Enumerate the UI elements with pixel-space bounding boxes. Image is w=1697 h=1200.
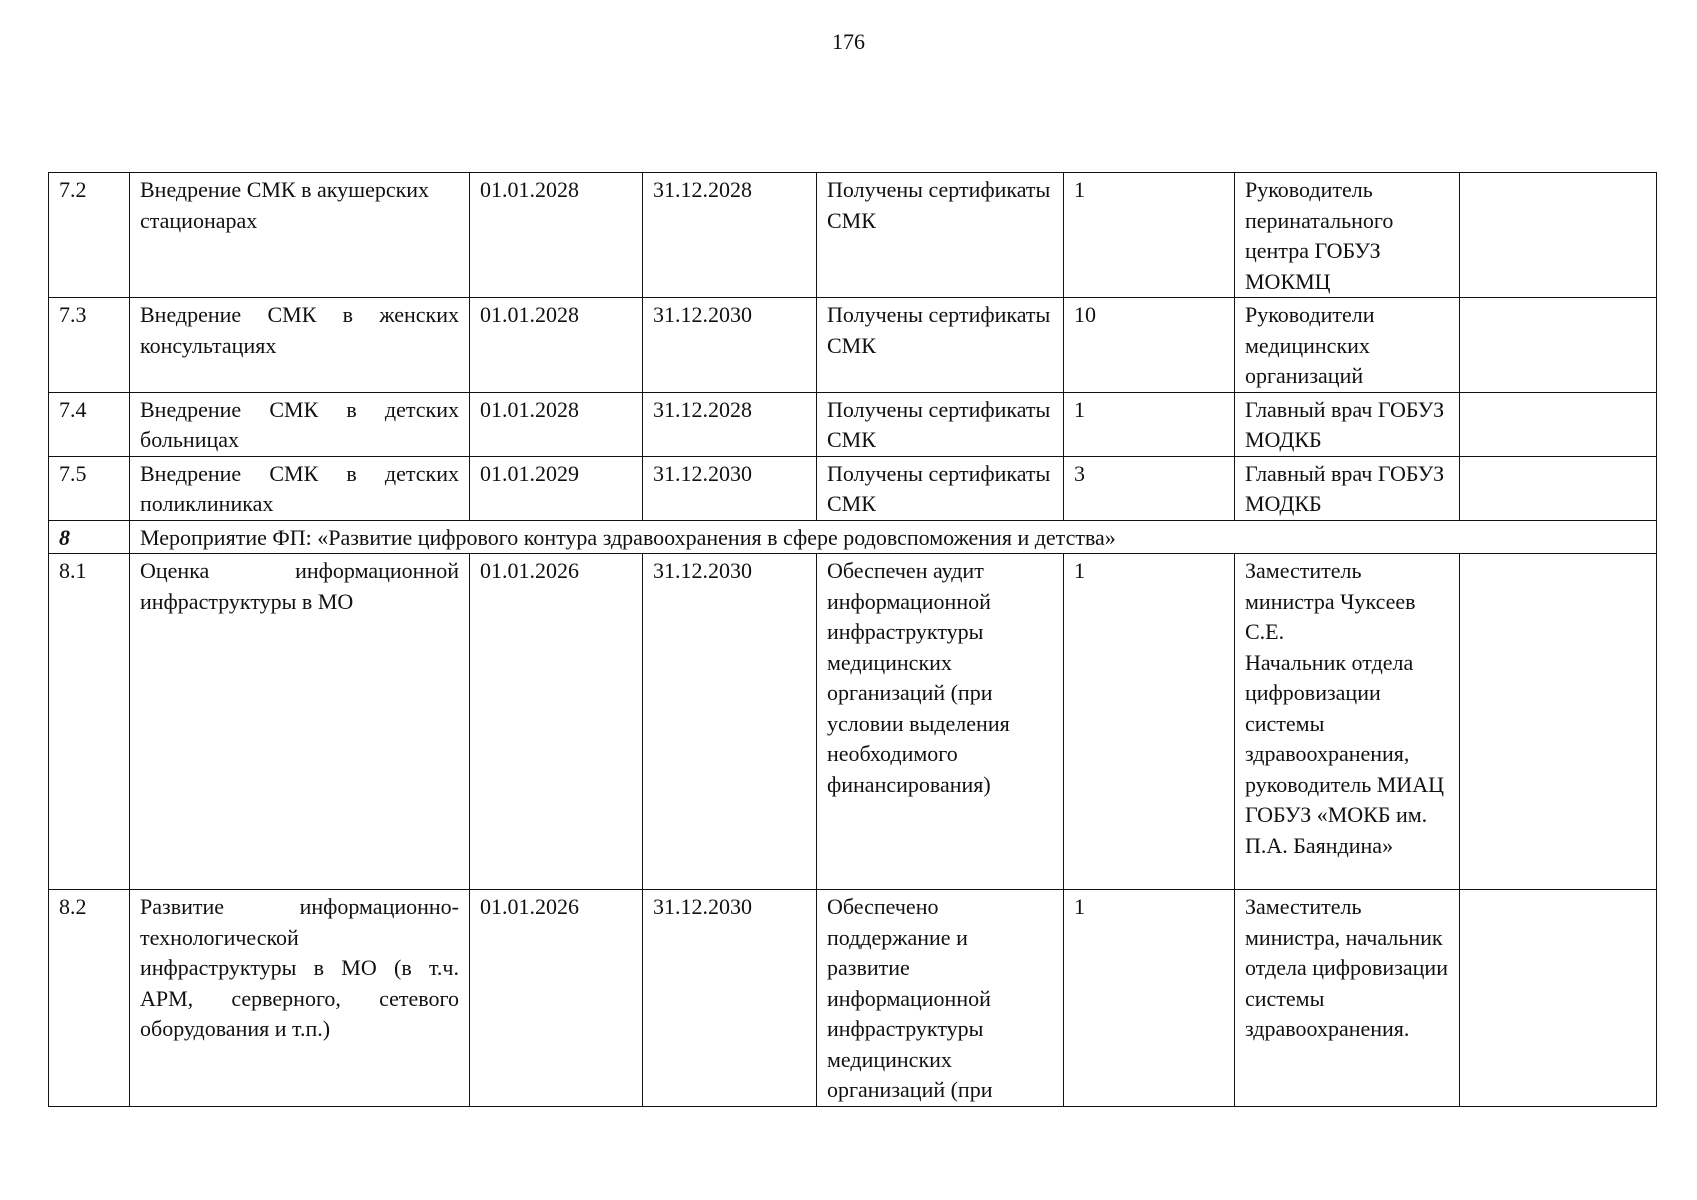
table-row <box>49 456 1657 520</box>
end-date: 31.12.2030 <box>643 890 817 1107</box>
table-row <box>49 392 1657 456</box>
indicator-value: 1 <box>1064 890 1235 1107</box>
end-date: 31.12.2028 <box>643 173 817 298</box>
end-date: 31.12.2030 <box>643 554 817 890</box>
expected-result: Обеспечено поддержание и развитие информационной инфраструктуры медицинских организаций (при <box>817 890 1064 1107</box>
start-date: 01.01.2029 <box>470 456 643 520</box>
section-title: Мероприятие ФП: «Развитие цифрового контура здравоохранения в сфере родовспоможения и детства» <box>130 520 1657 554</box>
end-date: 31.12.2030 <box>643 298 817 393</box>
expected-result: Получены сертификаты СМК <box>817 392 1064 456</box>
expected-result: Получены сертификаты СМК <box>817 173 1064 298</box>
responsible-person: Главный врач ГОБУЗ МОДКБ <box>1235 392 1460 456</box>
responsible-person <box>1235 554 1460 890</box>
table-row <box>49 298 1657 393</box>
table-row <box>49 554 1657 890</box>
activities-table <box>48 172 1657 1107</box>
row-number: 7.2 <box>49 173 130 298</box>
activity-name: Внедрение СМК в акушерских стационарах <box>130 173 470 298</box>
expected-result: Получены сертификаты СМК <box>817 456 1064 520</box>
responsible-person: Заместитель министра, начальник отдела цифровизации системы здравоохранения. <box>1235 890 1460 1107</box>
indicator-value: 1 <box>1064 173 1235 298</box>
end-date: 31.12.2028 <box>643 392 817 456</box>
section-number: 8 <box>49 520 130 554</box>
row-number: 8.1 <box>49 554 130 890</box>
start-date: 01.01.2026 <box>470 890 643 1107</box>
note-cell <box>1460 554 1657 890</box>
activity-name: Внедрение СМК в детских больницах <box>130 392 470 456</box>
row-number: 7.4 <box>49 392 130 456</box>
indicator-value: 3 <box>1064 456 1235 520</box>
start-date: 01.01.2028 <box>470 173 643 298</box>
responsible-person: Руководитель перинатального центра ГОБУЗ МОКМЦ <box>1235 173 1460 298</box>
expected-result: Получены сертификаты СМК <box>817 298 1064 393</box>
note-cell <box>1460 890 1657 1107</box>
start-date: 01.01.2026 <box>470 554 643 890</box>
row-number: 8.2 <box>49 890 130 1107</box>
page-number: 176 <box>832 29 865 54</box>
section-row <box>49 520 1657 554</box>
note-cell <box>1460 456 1657 520</box>
responsible-line: Начальник отдела цифровизации системы здравоохранения, руководитель МИАЦ ГОБУЗ «МОКБ им. П.А. Баяндина» <box>1245 649 1444 858</box>
indicator-value: 1 <box>1064 554 1235 890</box>
row-number: 7.5 <box>49 456 130 520</box>
activity-name: Развитие информационно-технологической инфраструктуры в МО (в т.ч. АРМ, серверного, сетевого оборудования и т.п.) <box>130 890 470 1107</box>
indicator-value: 10 <box>1064 298 1235 393</box>
note-cell <box>1460 392 1657 456</box>
table-row <box>49 890 1657 1107</box>
expected-result: Обеспечен аудит информационной инфраструктуры медицинских организаций (при условии выделения необходимого финансирования) <box>817 554 1064 890</box>
end-date: 31.12.2030 <box>643 456 817 520</box>
responsible-person: Руководители медицинских организаций <box>1235 298 1460 393</box>
table-row <box>49 173 1657 298</box>
indicator-value: 1 <box>1064 392 1235 456</box>
start-date: 01.01.2028 <box>470 298 643 393</box>
note-cell <box>1460 173 1657 298</box>
start-date: 01.01.2028 <box>470 392 643 456</box>
responsible-person: Главный врач ГОБУЗ МОДКБ <box>1235 456 1460 520</box>
responsible-line: Заместитель министра Чуксеев С.Е. <box>1245 558 1416 644</box>
activity-name: Внедрение СМК в детских поликлиниках <box>130 456 470 520</box>
note-cell <box>1460 298 1657 393</box>
row-number: 7.3 <box>49 298 130 393</box>
activity-name: Оценка информационной инфраструктуры в МО <box>130 554 470 890</box>
activity-name: Внедрение СМК в женских консультациях <box>130 298 470 393</box>
